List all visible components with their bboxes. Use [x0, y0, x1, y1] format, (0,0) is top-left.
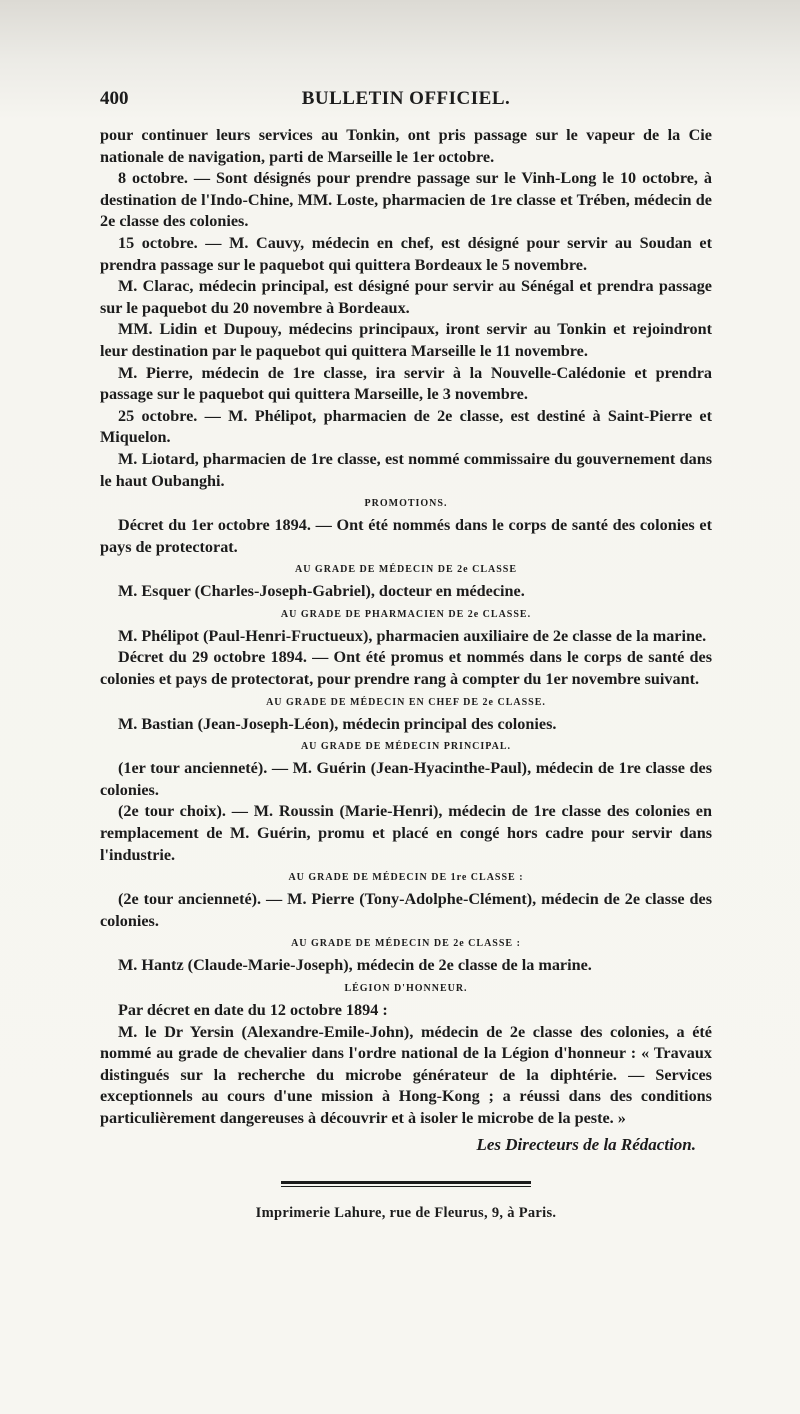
appointment-entry: (2e tour ancienneté). — M. Pierre (Tony-Adolphe-Clément), médecin de 2e classe des colonies. [100, 890, 712, 930]
paragraph: M. Pierre, médecin de 1re classe, ira servir à la Nouvelle-Calédonie et prendra passage sur le paquebot qui quittera Marseille, le 3 novembre. [100, 363, 712, 404]
divider [281, 1186, 531, 1187]
grade-heading: AU GRADE DE MÉDECIN DE 1re CLASSE : [288, 872, 524, 884]
decree-paragraph: Décret du 29 octobre 1894. — Ont été promus et nommés dans le corps de santé des colonies et pays de protectorat, pour prendre rang à compter du 1er novembre suivant. [100, 648, 712, 689]
decree-paragraph: Décret du 1er octobre 1894. — Ont été nommés dans le corps de santé des colonies et pays de protectorat. [100, 516, 712, 556]
page-number: 400 [100, 88, 129, 109]
printer-imprint: Imprimerie Lahure, rue de Fleurus, 9, à Paris. [255, 1205, 557, 1222]
grade-heading: AU GRADE DE MÉDECIN DE 2e CLASSE : [291, 938, 521, 950]
appointment-entry: M. Esquer (Charles-Joseph-Gabriel), docteur en médecine. [118, 582, 525, 601]
grade-heading: AU GRADE DE MÉDECIN EN CHEF DE 2e CLASSE. [266, 696, 546, 708]
paragraph: 8 octobre. — Sont désignés pour prendre passage sur le Vinh-Long le 10 octobre, à destination de l'Indo-Chine, MM. Loste, pharmacien de 1re classe et Trében, médecin de 2e classe des colonies. [100, 169, 712, 231]
section-heading-legion: LÉGION D'HONNEUR. [344, 983, 468, 994]
appointment-entry: (2e tour choix). — M. Roussin (Marie-Henri), médecin de 1re classe des colonies en remplacement de M. Guérin, promu et placé en congé hors cadre pour servir dans l'industrie. [100, 802, 712, 864]
appointment-entry: (1er tour ancienneté). — M. Guérin (Jean-Hyacinthe-Paul), médecin de 1re classe des colonies. [100, 759, 712, 799]
paragraph: MM. Lidin et Dupouy, médecins principaux, iront servir au Tonkin et rejoindront leur destination par le paquebot qui quittera Marseille le 11 novembre. [100, 320, 712, 360]
appointment-entry: M. Bastian (Jean-Joseph-Léon), médecin principal des colonies. [118, 714, 557, 733]
paragraph: M. Liotard, pharmacien de 1re classe, est nommé commissaire du gouvernement dans le haut Oubanghi. [100, 449, 712, 490]
appointment-entry: M. Phélipot (Paul-Henri-Fructueux), pharmacien auxiliaire de 2e classe de la marine. [118, 626, 707, 645]
paragraph: pour continuer leurs services au Tonkin, ont pris passage sur le vapeur de la Cie nationale de navigation, parti de Marseille le 1er octobre. [100, 126, 712, 166]
page-header [100, 88, 712, 118]
running-title: BULLETIN OFFICIEL. [301, 88, 511, 109]
signature: Les Directeurs de la Rédaction. [476, 1134, 696, 1154]
paragraph: M. Clarac, médecin principal, est désigné pour servir au Sénégal et prendra passage sur le paquebot du 20 novembre à Bordeaux. [100, 277, 712, 317]
grade-heading: AU GRADE DE MÉDECIN DE 2e CLASSE [294, 564, 518, 576]
appointment-entry: M. le Dr Yersin (Alexandre-Emile-John), médecin de 2e classe des colonies, a été nommé au grade de chevalier dans l'ordre national de la Légion d'honneur : « Travaux distingués sur la recherche du microbe générateur de la diphtérie. — Services exceptionnels au cours d'une mission à Hong-Kong ; a réussi dans des conditions particulièrement dangereuses à découvrir et à isoler le microbe de la peste. » [100, 1022, 712, 1127]
divider [281, 1181, 531, 1184]
appointment-entry: M. Hantz (Claude-Marie-Joseph), médecin de 2e classe de la marine. [118, 956, 592, 975]
document-body [100, 125, 712, 1225]
grade-heading: AU GRADE DE MÉDECIN PRINCIPAL. [300, 741, 512, 753]
paragraph: 25 octobre. — M. Phélipot, pharmacien de 2e classe, est destiné à Saint-Pierre et Miquelon. [100, 406, 712, 447]
paragraph: 15 octobre. — M. Cauvy, médecin en chef, est désigné pour servir au Soudan et prendra passage sur le paquebot qui quittera Bordeaux le 5 novembre. [100, 233, 712, 274]
grade-heading: AU GRADE DE PHARMACIEN DE 2e CLASSE. [280, 608, 532, 620]
decree-paragraph: Par décret en date du 12 octobre 1894 : [118, 1001, 388, 1019]
section-heading-promotions: PROMOTIONS. [364, 498, 448, 510]
